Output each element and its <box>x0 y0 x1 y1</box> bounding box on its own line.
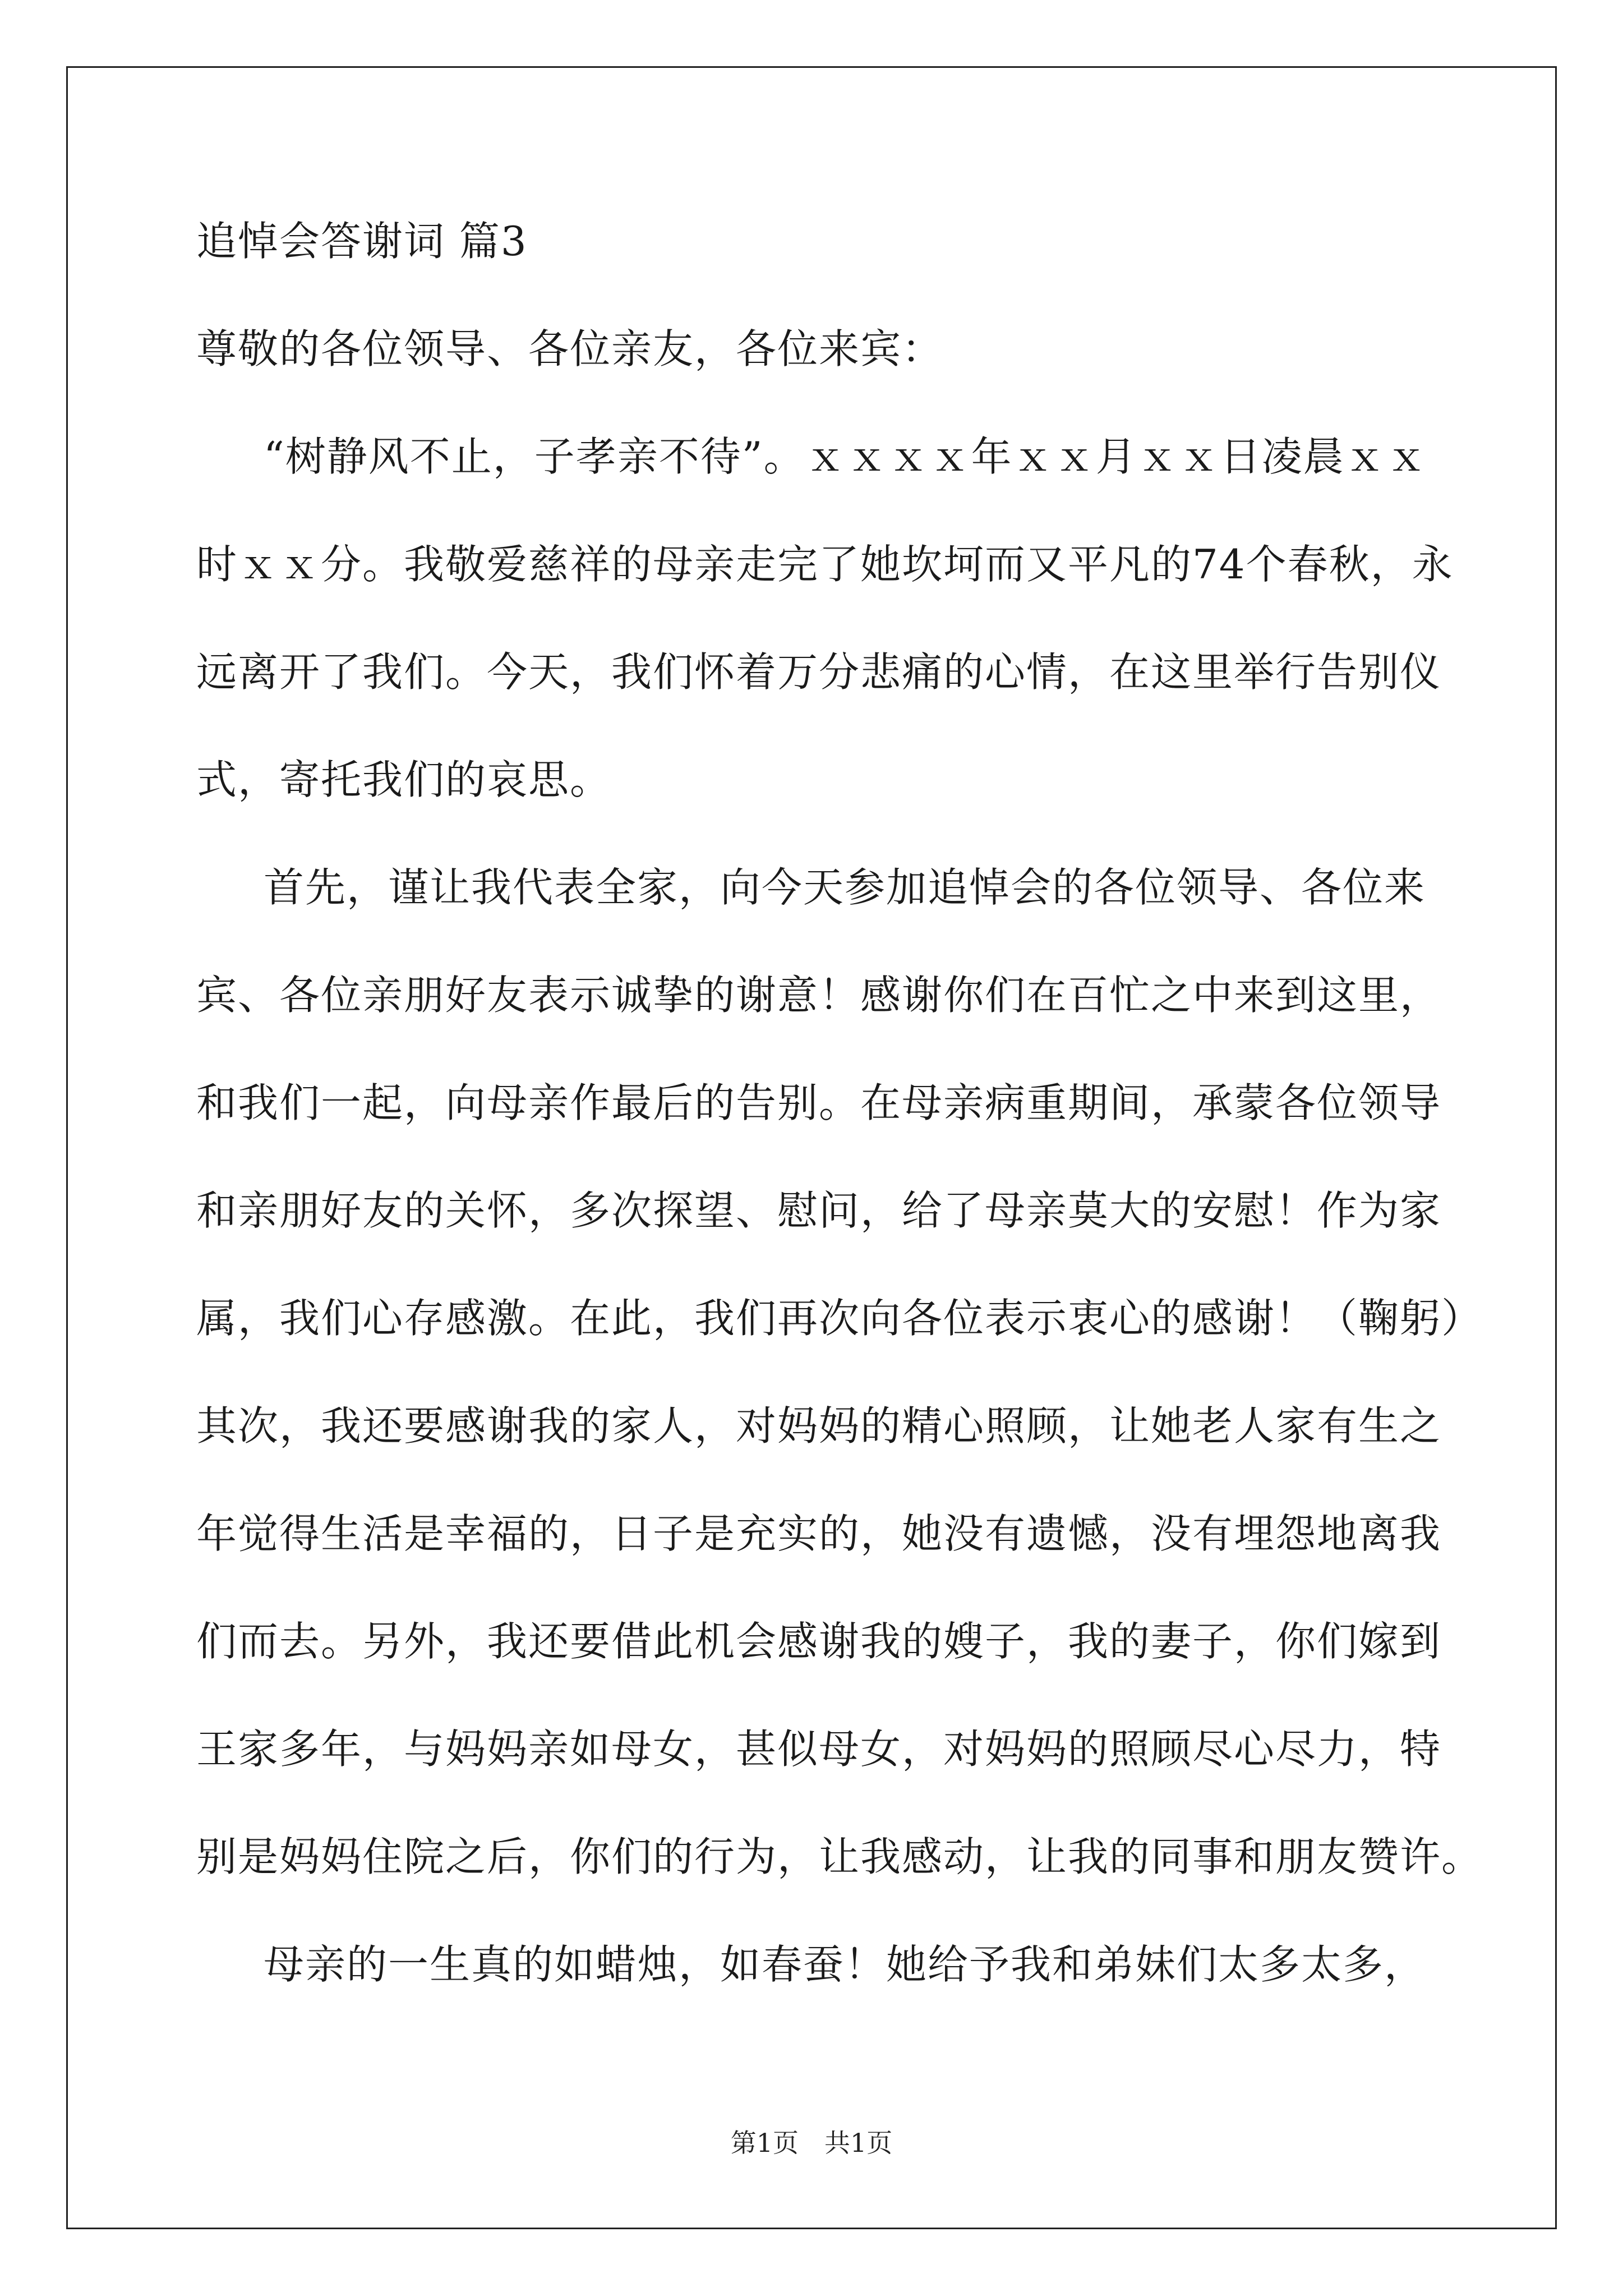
document-title: 追悼会答谢词 篇3 <box>196 218 528 265</box>
paragraph-line: 其次，我还要感谢我的家人，对妈妈的精心照顾，让她老人家有生之 <box>196 1402 1442 1450</box>
paragraph-line: “树静风不止，子孝亲不待”。ｘｘｘｘ年ｘｘ月ｘｘ日凌晨ｘｘ <box>264 433 1428 480</box>
paragraph-line: 式，寄托我们的哀思。 <box>196 756 612 803</box>
paragraph-line: 宾、各位亲朋好友表示诚挚的谢意！感谢你们在百忙之中来到这里， <box>196 972 1442 1019</box>
document-body <box>196 213 1483 2044</box>
paragraph-line: 们而去。另外，我还要借此机会感谢我的嫂子，我的妻子，你们嫁到 <box>196 1618 1442 1665</box>
paragraph-line: 和亲朋好友的关怀，多次探望、慰问，给了母亲莫大的安慰！作为家 <box>196 1187 1442 1234</box>
paragraph-line: 和我们一起，向母亲作最后的告别。在母亲病重期间，承蒙各位领导 <box>196 1079 1442 1126</box>
paragraph-line: 远离开了我们。今天，我们怀着万分悲痛的心情，在这里举行告别仪 <box>196 648 1442 696</box>
paragraph-line: 王家多年，与妈妈亲如母女，甚似母女，对妈妈的照顾尽心尽力，特 <box>196 1726 1442 1773</box>
page-number-footer: 第1页 共1页 <box>730 2128 893 2158</box>
salutation: 尊敬的各位领导、各位亲友，各位来宾： <box>196 325 944 372</box>
paragraph-line: 别是妈妈住院之后，你们的行为，让我感动，让我的同事和朋友赞许。 <box>196 1833 1483 1880</box>
paragraph-line: 属，我们心存感激。在此，我们再次向各位表示衷心的感谢！（鞠躬） <box>196 1295 1483 1342</box>
paragraph-line: 母亲的一生真的如蜡烛，如春蚕！她给予我和弟妹们太多太多， <box>264 1941 1426 1988</box>
paragraph-line: 首先，谨让我代表全家，向今天参加追悼会的各位领导、各位来 <box>264 864 1426 911</box>
paragraph-line: 时ｘｘ分。我敬爱慈祥的母亲走完了她坎坷而又平凡的74个春秋，永 <box>196 541 1454 588</box>
paragraph-line: 年觉得生活是幸福的，日子是充实的，她没有遗憾，没有埋怨地离我 <box>196 1510 1442 1557</box>
